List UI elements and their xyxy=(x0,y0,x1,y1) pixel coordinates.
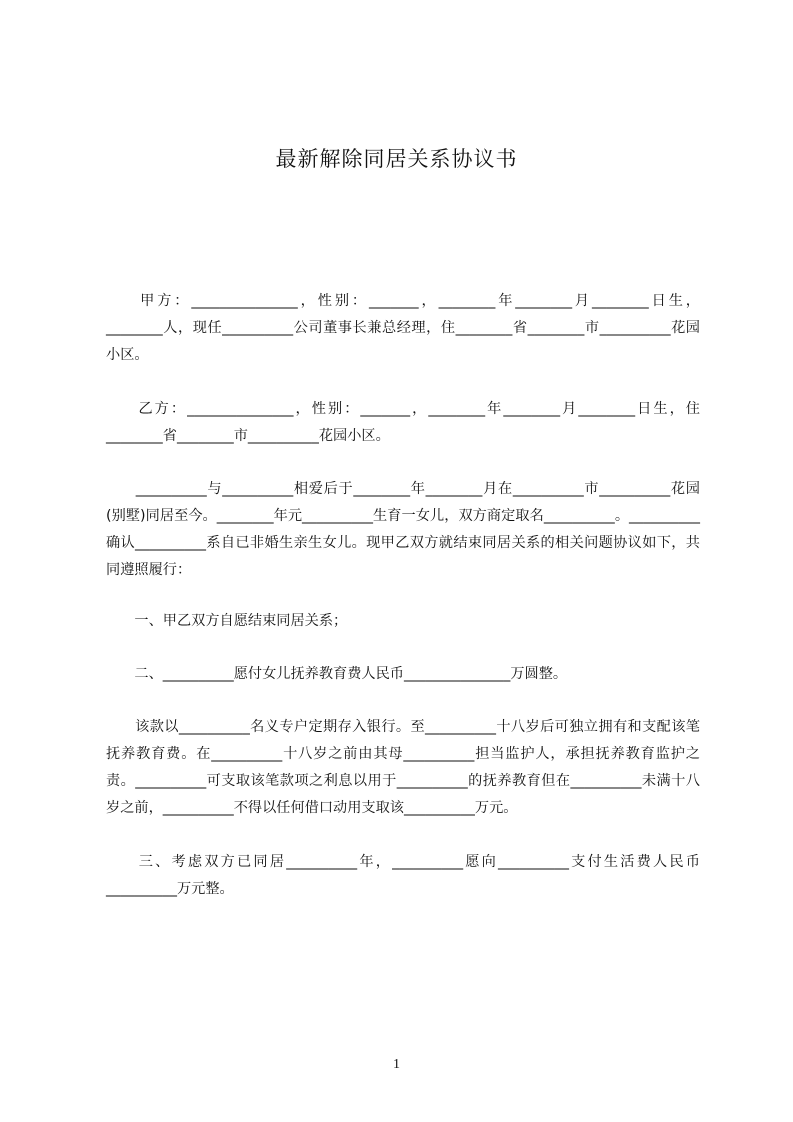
clause-one: 一、甲乙双方自愿结束同居关系； xyxy=(106,613,348,629)
party-b-paragraph: 乙方：_______________，性别：_______，________年________月________日生，住________省________市__________花园小区。 xyxy=(106,401,700,444)
document-title: 最新解除同居关系协议书 xyxy=(275,147,518,171)
page-number: 1 xyxy=(393,1057,400,1072)
clause-three: 三、考虑双方已同居__________年，__________愿向__________支付生活费人民币__________万元整。 xyxy=(106,854,700,897)
background-paragraph: __________与__________相爱后于________年________月在__________市__________花园(别墅)同居至今。________年元__________生育一女儿，双方商定取名__________。__________确认__________系自已非婚生亲生女儿。现甲乙双方就结束同居关系的相关问题协议如下，共同遵照履行： xyxy=(106,481,700,578)
clause-two: 二、__________愿付女儿抚养教育费人民币_______________万圆整。 xyxy=(106,666,568,682)
party-a-paragraph: 甲方：_______________，性别：_______，________年________月________日生，________人，现任__________公司董事长兼总经理，住________省________市__________花园小区。 xyxy=(106,293,700,363)
deposit-paragraph: 该款以__________名义专户定期存入银行。至__________十八岁后可独立拥有和支配该笔抚养教育费。在__________十八岁之前由其母__________担当监护人，承担抚养教育监护之责。__________可支取该笔款项之利息以用于__________的抚养教育但在__________未满十八岁之前，__________不得以任何借口动用支取该__________万元。 xyxy=(106,719,700,816)
